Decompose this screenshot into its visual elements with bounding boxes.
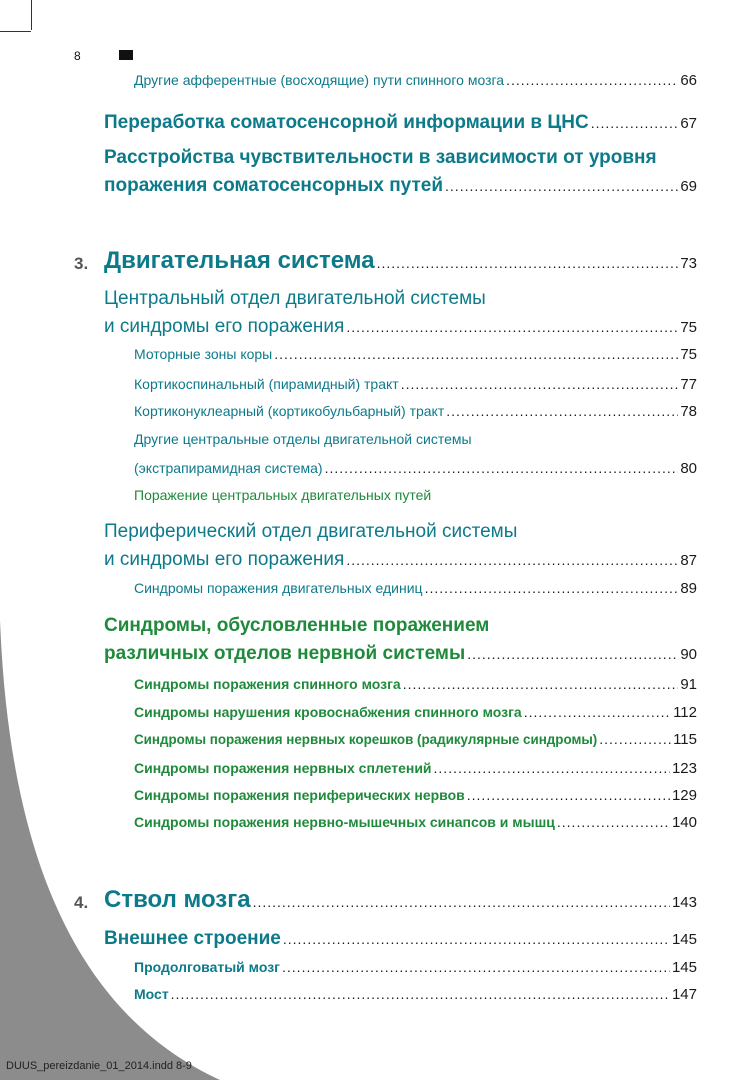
toc-entry[interactable]: Синдромы поражения спинного мозга ..... 91 [134,676,697,693]
page-number: 8 [74,49,81,63]
toc-entry[interactable]: Кортикоспинальный (пирамидный) тракт ..... 77 [134,376,697,393]
toc-entry[interactable]: Внешнее строение ..... 145 [104,928,697,950]
toc-entry[interactable]: Моторные зоны коры ..... 75 [134,346,697,363]
toc-entry[interactable]: Другие афферентные (восходящие) пути спинного мозга ..... 66 [134,72,697,89]
chapter-number: 3. [74,254,89,273]
toc-entry-line1[interactable]: Другие центральные отделы двигательной системы [134,431,472,447]
chapter-title[interactable]: Двигательная система ..... 73 [104,247,697,275]
toc-entry[interactable]: Кортиконуклеарный (кортикобульбарный) тракт ..... 78 [134,403,697,420]
toc-entry[interactable]: Синдромы нарушения кровоснабжения спинного мозга ..... 112 [134,704,697,721]
toc-entry[interactable]: Синдромы поражения нервных корешков (радикулярные синдромы) ..... 115 [134,731,697,748]
toc-entry[interactable]: различных отделов нервной системы ..... 90 [104,643,697,665]
toc-entry[interactable]: Синдромы поражения периферических нервов ..... 129 [134,787,697,804]
toc-entry[interactable]: (экстрапирамидная система) ..... 80 [134,460,697,477]
toc-entry[interactable]: и синдромы его поражения ..... 75 [104,316,697,338]
toc-entry[interactable]: поражения соматосенсорных путей ..... 69 [104,175,697,197]
toc-entry[interactable]: Мост ..... 147 [134,986,697,1003]
toc-entry[interactable]: Поражение центральных двигательных путей [134,487,432,503]
toc-entry-line1[interactable]: Синдромы, обусловленные поражением [104,615,490,636]
chapter-title[interactable]: Ствол мозга ..... 143 [104,886,697,914]
toc-entry[interactable]: и синдромы его поражения ..... 87 [104,549,697,571]
toc-entry-line1[interactable]: Расстройства чувствительности в зависимости от уровня [104,147,657,168]
toc-entry-line1[interactable]: Центральный отдел двигательной системы [104,288,486,309]
chapter-number: 4. [74,893,89,912]
toc-entry[interactable]: Синдромы поражения двигательных единиц ..... 89 [134,580,697,597]
toc-entry-line1[interactable]: Периферический отдел двигательной системы [104,521,518,542]
file-footer: DUUS_pereizdanie_01_2014.indd 8-9 [6,1060,192,1072]
toc-entry[interactable]: Синдромы поражения нервных сплетений ..... 123 [134,760,697,777]
toc-entry[interactable]: Переработка соматосенсорной информации в ЦНС ..... 67 [104,112,697,134]
toc-entry[interactable]: Продолговатый мозг ..... 145 [134,959,697,976]
toc-entry[interactable]: Синдромы поражения нервно-мышечных синапсов и мышц ..... 140 [134,814,697,831]
